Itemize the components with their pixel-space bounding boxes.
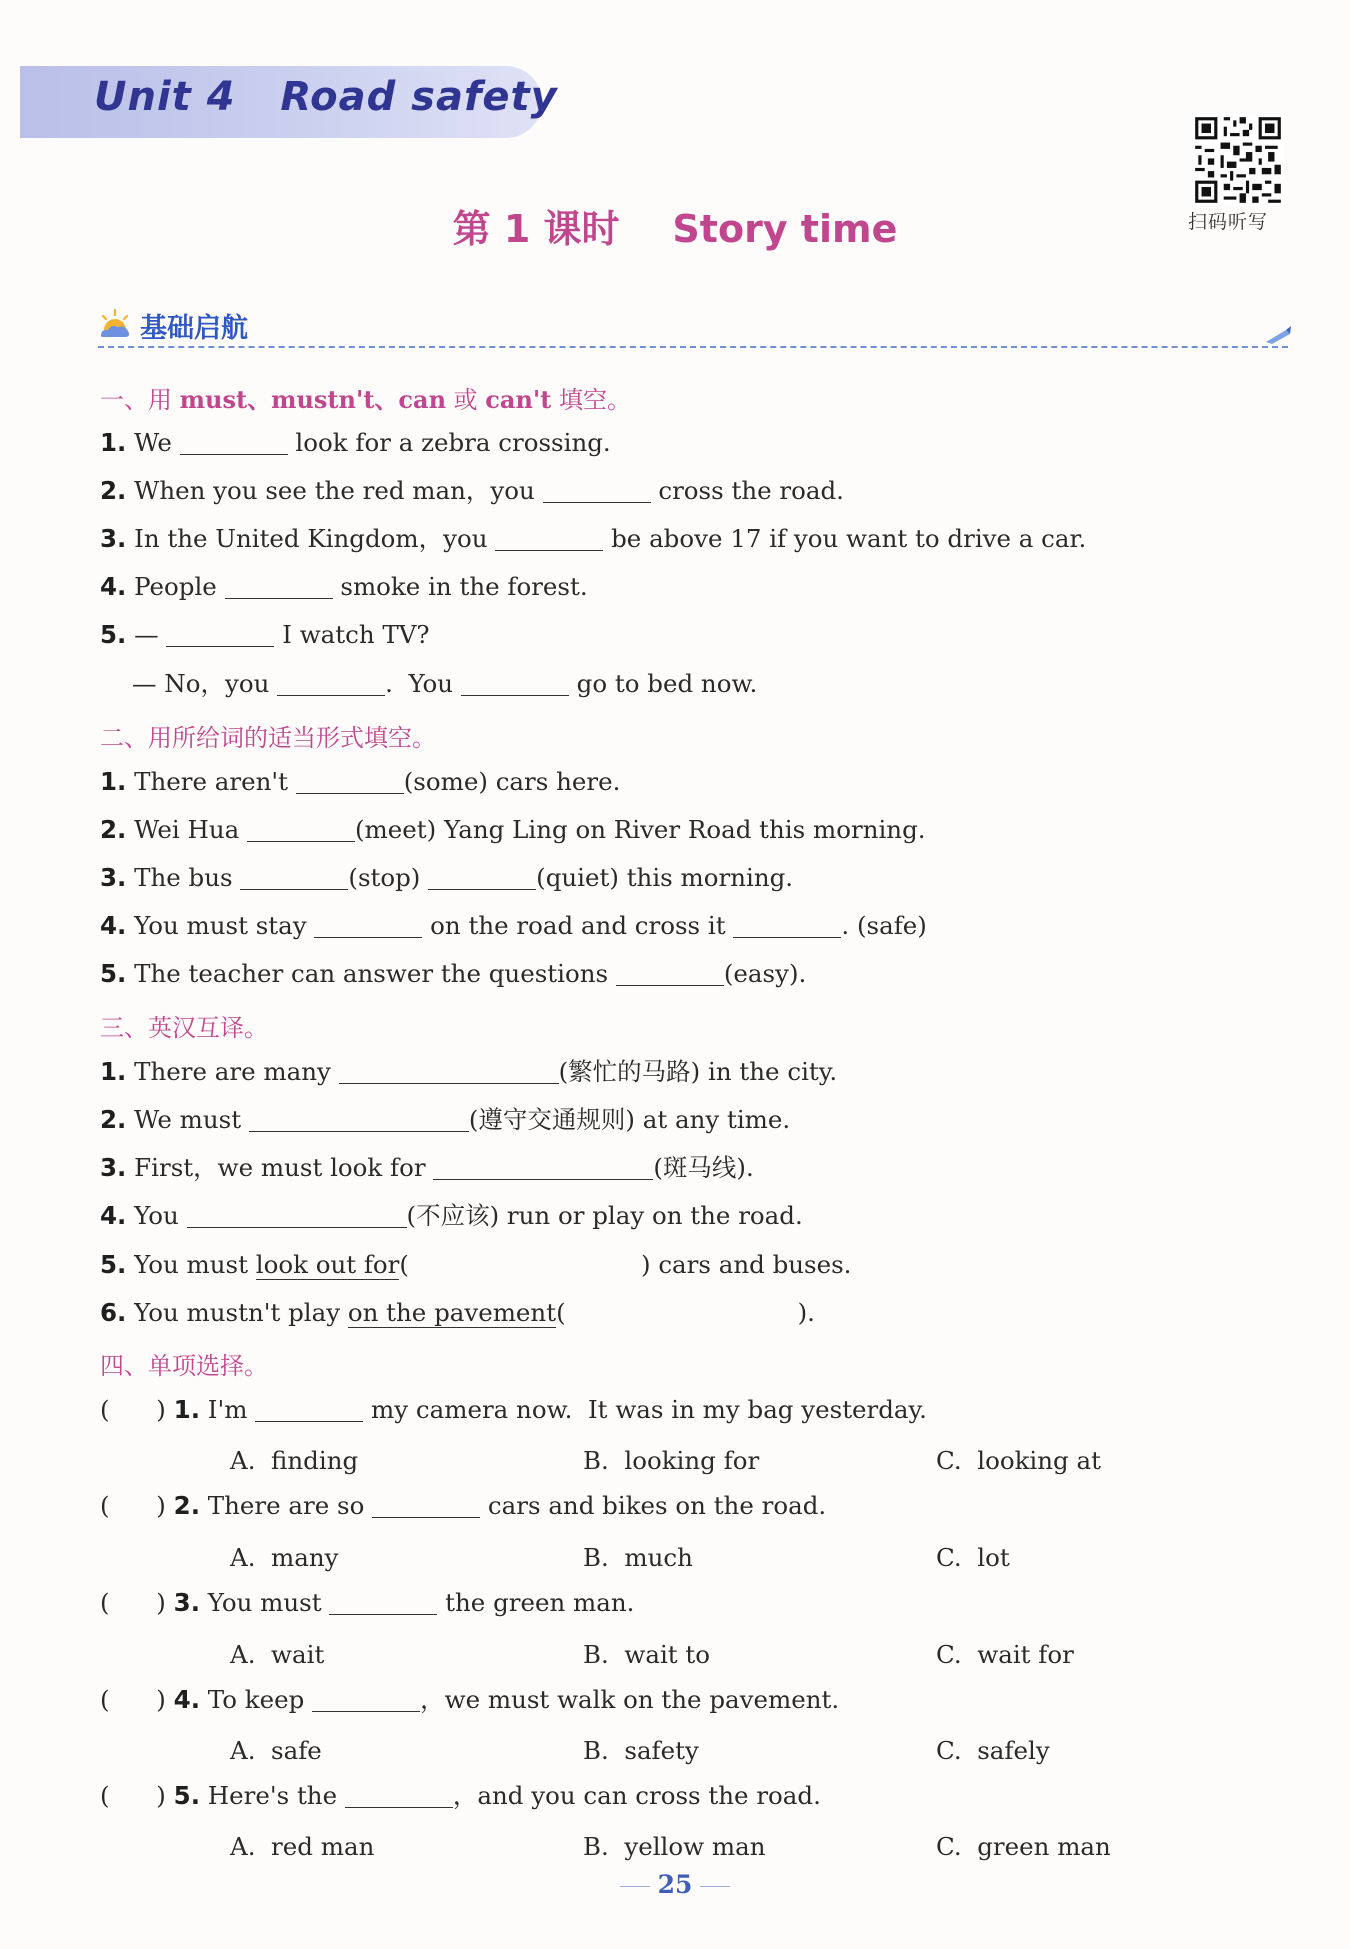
answer-blank[interactable] <box>277 673 385 696</box>
part1-item-2: 2. When you see the red man，you cross the road. <box>100 476 844 505</box>
answer-blank[interactable] <box>296 771 404 794</box>
answer-blank <box>312 1689 420 1712</box>
answer-blank[interactable] <box>616 963 724 986</box>
answer-blank[interactable] <box>461 673 569 696</box>
mc-option[interactable]: C. looking at <box>936 1446 1101 1475</box>
answer-paren[interactable]: ( ) <box>100 1395 166 1424</box>
part1-title: 一、用 must、mustn't、can 或 can't 填空。 <box>100 385 631 414</box>
answer-blank[interactable] <box>225 576 333 599</box>
part3-item-6: 6. You mustn't play on the pavement( ). <box>100 1298 815 1327</box>
section-label: 基础启航 <box>140 313 248 344</box>
part1-item-1: 1. We look for a zebra crossing. <box>100 428 611 457</box>
part1-item-5-reply: — No，you . You go to bed now. <box>132 669 758 698</box>
part1-item-4: 4. People smoke in the forest. <box>100 572 588 601</box>
answer-blank[interactable] <box>428 867 536 890</box>
part2-item-3: 3. The bus (stop) (quiet) this morning. <box>100 863 794 892</box>
part2-item-2: 2. Wei Hua (meet) Yang Ling on River Road this morning. <box>100 815 926 844</box>
mc-question-2: ( ) 2. There are so cars and bikes on the road. <box>100 1491 827 1520</box>
part2-item-4: 4. You must stay on the road and cross it . (safe) <box>100 911 927 940</box>
mc-option[interactable]: B. yellow man <box>583 1832 766 1861</box>
answer-blank[interactable] <box>495 528 603 551</box>
mc-option[interactable]: A. finding <box>230 1446 359 1475</box>
answer-blank[interactable] <box>433 1157 653 1180</box>
part3-title: 三、英汉互译。 <box>100 1014 268 1042</box>
answer-blank <box>372 1495 480 1518</box>
answer-paren[interactable]: ( ) <box>100 1588 166 1617</box>
mc-option[interactable]: C. green man <box>936 1832 1111 1861</box>
mc-option[interactable]: A. red man <box>230 1832 375 1861</box>
answer-blank[interactable] <box>240 867 348 890</box>
answer-blank[interactable] <box>733 915 841 938</box>
mc-question-4: ( ) 4. To keep ，we must walk on the pavement. <box>100 1685 840 1714</box>
part2-title: 二、用所给词的适当形式填空。 <box>100 724 436 752</box>
part2-item-1: 1. There aren't (some) cars here. <box>100 767 621 796</box>
part3-item-1: 1. There are many (繁忙的马路) in the city. <box>100 1057 838 1086</box>
answer-blank[interactable] <box>180 432 288 455</box>
sun-cloud-icon <box>98 308 132 340</box>
mc-option[interactable]: C. lot <box>936 1543 1010 1572</box>
answer-blank[interactable] <box>166 624 274 647</box>
answer-blank[interactable] <box>247 819 355 842</box>
mc-question-1: ( ) 1. I'm my camera now. It was in my bag yesterday. <box>100 1395 927 1424</box>
mc-option[interactable]: A. safe <box>230 1736 322 1765</box>
answer-blank[interactable] <box>314 915 422 938</box>
section-heading <box>98 306 1288 348</box>
part1-item-5: 5. — I watch TV? <box>100 620 430 649</box>
part1-item-3: 3. In the United Kingdom，you be above 17 if you want to drive a car. <box>100 524 1087 553</box>
mc-option[interactable]: B. much <box>583 1543 693 1572</box>
mc-option[interactable]: B. looking for <box>583 1446 760 1475</box>
mc-question-3: ( ) 3. You must the green man. <box>100 1588 635 1617</box>
part2-item-5: 5. The teacher can answer the questions (easy). <box>100 959 807 988</box>
mc-option[interactable]: A. many <box>230 1543 339 1572</box>
part3-item-4: 4. You (不应该) run or play on the road. <box>100 1201 803 1230</box>
part3-item-3: 3. First，we must look for (斑马线). <box>100 1153 754 1182</box>
answer-blank <box>329 1592 437 1615</box>
answer-paren[interactable]: ( ) <box>100 1491 166 1520</box>
part3-item-2: 2. We must (遵守交通规则) at any time. <box>100 1105 791 1134</box>
lesson-title: 第 1 课时 Story time <box>452 207 898 251</box>
page-number: 25 <box>0 1870 1350 1899</box>
answer-paren[interactable]: ( ) <box>100 1781 166 1810</box>
answer-paren[interactable]: ( ) <box>100 1685 166 1714</box>
answer-blank[interactable] <box>543 480 651 503</box>
mc-option[interactable]: B. safety <box>583 1736 699 1765</box>
part3-item-5: 5. You must look out for( ) cars and buses. <box>100 1250 852 1279</box>
answer-blank[interactable] <box>249 1109 469 1132</box>
mc-option[interactable]: B. wait to <box>583 1640 711 1669</box>
mc-question-5: ( ) 5. Here's the ，and you can cross the road. <box>100 1781 821 1810</box>
part4-title: 四、单项选择。 <box>100 1352 268 1380</box>
mc-option[interactable]: C. wait for <box>936 1640 1074 1669</box>
qr-label: 扫码听写 <box>1188 211 1269 233</box>
qr-code-icon[interactable] <box>1192 114 1284 206</box>
answer-blank[interactable] <box>187 1205 407 1228</box>
pen-arrow-icon <box>1264 324 1292 346</box>
answer-blank[interactable] <box>339 1061 559 1084</box>
answer-blank <box>345 1785 453 1808</box>
unit-title: Unit 4 Road safety <box>94 74 558 120</box>
mc-option[interactable]: A. wait <box>230 1640 325 1669</box>
answer-blank <box>255 1399 363 1422</box>
mc-option[interactable]: C. safely <box>936 1736 1050 1765</box>
